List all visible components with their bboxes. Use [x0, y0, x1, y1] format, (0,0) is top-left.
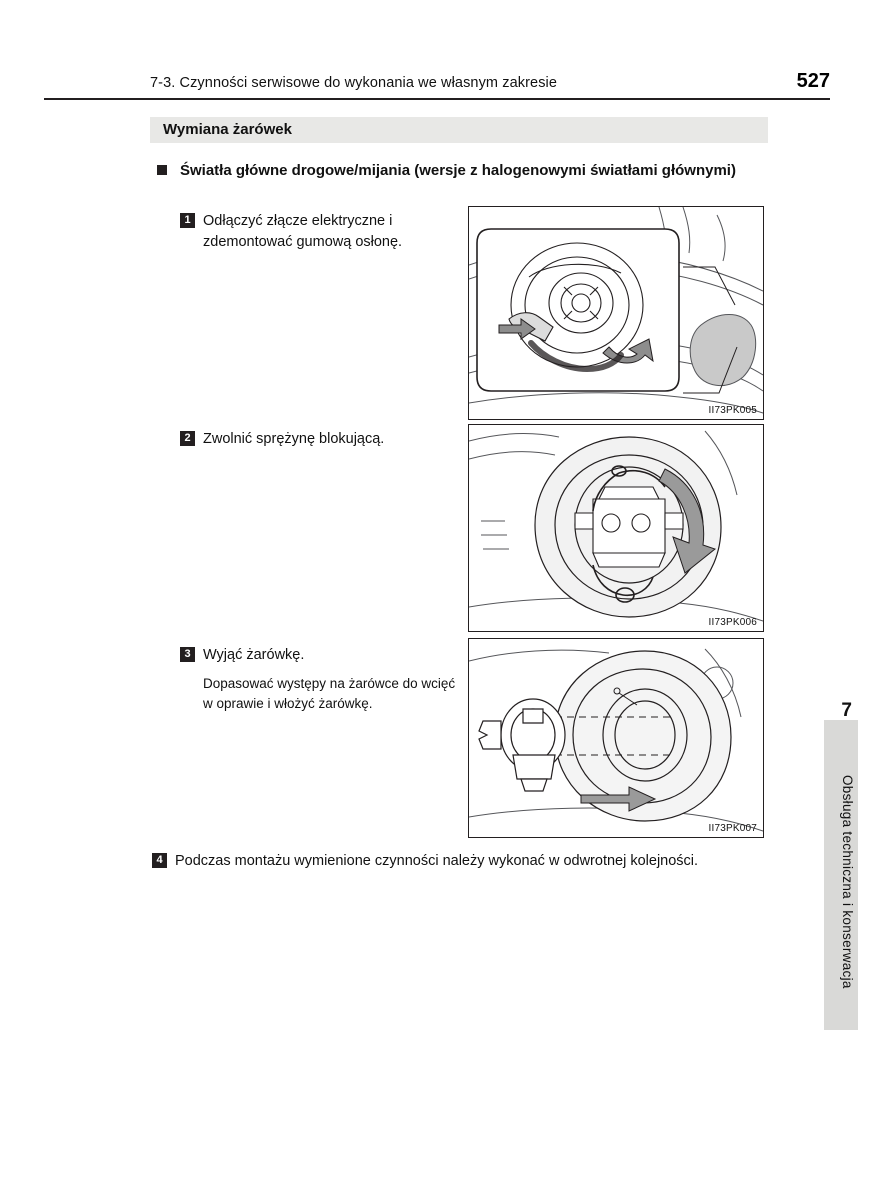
step-number-2: 2: [180, 431, 195, 446]
figure-3-illustration: [469, 639, 763, 837]
component-shading: [690, 315, 755, 386]
header-divider: [44, 98, 830, 100]
step-text-4: Podczas montażu wymienione czynności należy wykonać w odwrotnej kolejności.: [175, 853, 699, 869]
figure-step-3: [468, 638, 764, 838]
breadcrumb: 7-3. Czynności serwisowe do wykonania we własnym zakresie: [150, 75, 558, 91]
subheading: [157, 160, 757, 181]
figure-step-2: [468, 424, 764, 632]
chapter-label: Obsługa techniczna i konserwacja: [840, 775, 855, 989]
square-bullet-icon: [157, 165, 167, 175]
subheading-text: Światła główne drogowe/mijania (wersje z halogenowymi światłami głównymi): [180, 162, 736, 179]
step-number-1: 1: [180, 213, 195, 228]
step-text-2: Zwolnić sprężynę blokującą.: [203, 431, 385, 447]
figure-step-1: [468, 206, 764, 420]
step-subtext-3: Dopasować występy na żarówce do wcięć w oprawie i włożyć żarówkę.: [203, 676, 456, 711]
step-number-4: 4: [152, 853, 167, 868]
figure-code-3: II73PK007: [708, 823, 757, 834]
page-number: 527: [796, 70, 830, 92]
figure-code-1: II73PK005: [708, 405, 757, 416]
page-header: [150, 70, 830, 93]
figure-1-illustration: [469, 207, 763, 419]
step-text-1: Odłączyć złącze elektryczne i zdemontować gumową osłonę.: [203, 213, 403, 251]
section-title: Wymiana żarówek: [163, 121, 292, 138]
chapter-number: 7: [841, 700, 852, 721]
step-text-3: Wyjąć żarówkę.: [203, 647, 305, 663]
figure-2-illustration: [469, 425, 763, 631]
figure-code-2: II73PK006: [708, 617, 757, 628]
step-number-3: 3: [180, 647, 195, 662]
